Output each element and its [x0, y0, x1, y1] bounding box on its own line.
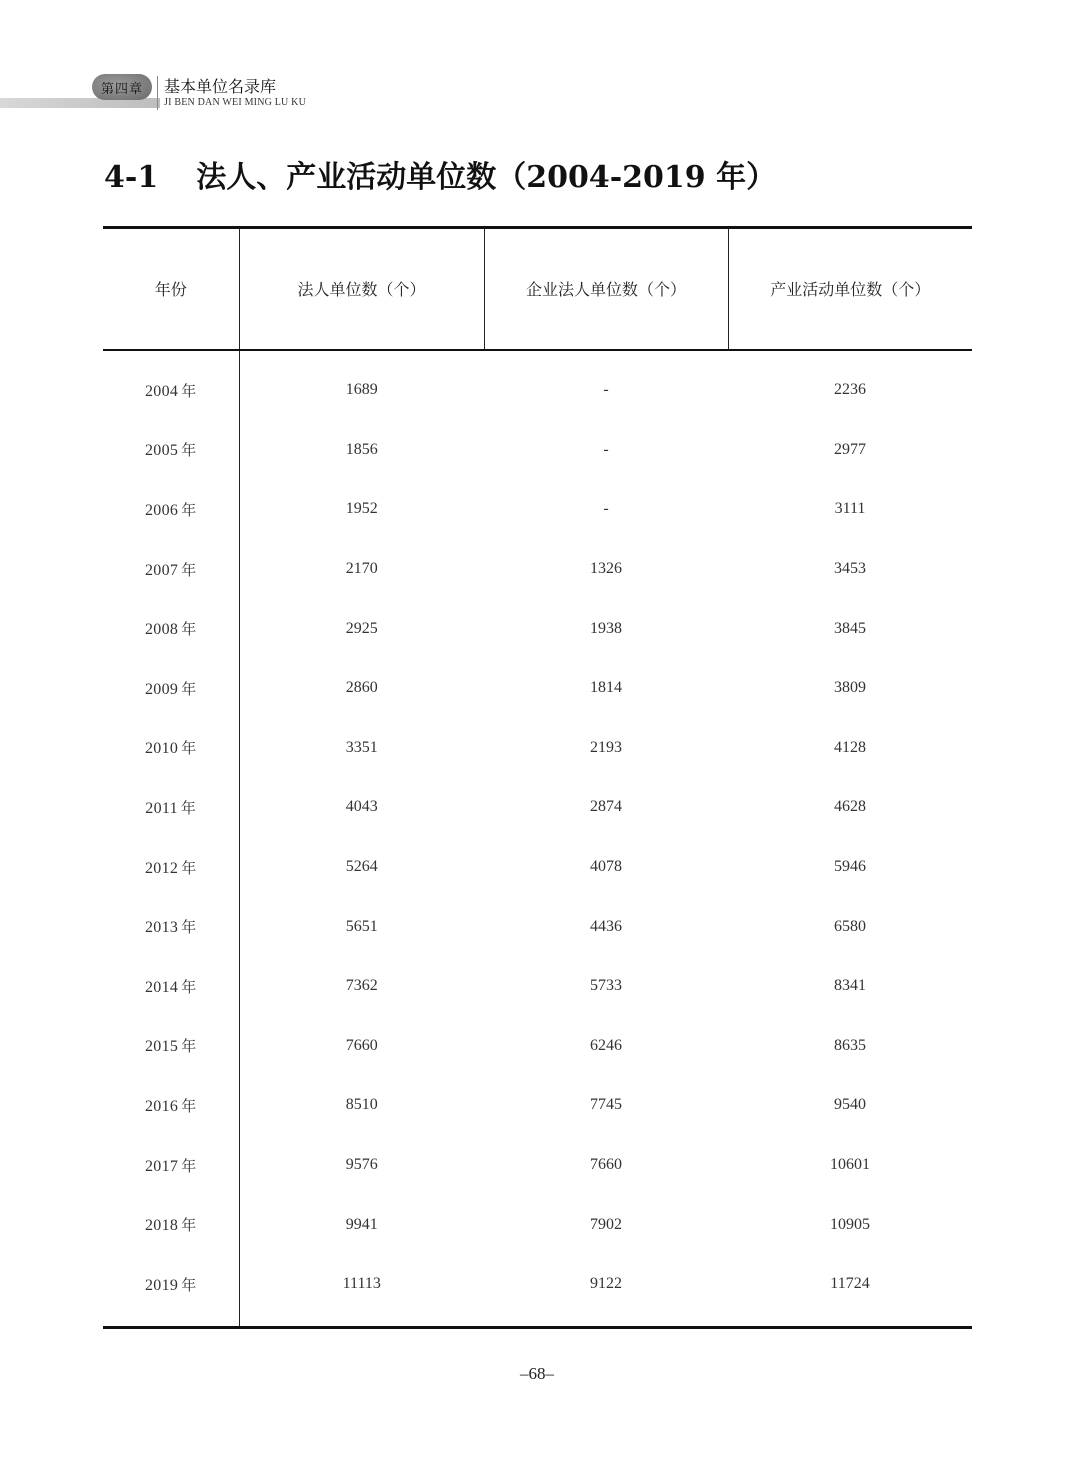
year-suffix: 年	[181, 739, 197, 758]
cell-year	[103, 837, 239, 897]
year-value: 2016	[144, 1097, 179, 1115]
year-suffix: 年	[181, 1096, 197, 1115]
cell-activity-units: 3845	[834, 619, 866, 637]
year-value: 2014	[144, 978, 179, 996]
cell-legal-units: 3351	[345, 738, 378, 756]
year-value: 2018	[144, 1217, 179, 1235]
header-title: 基本单位名录库	[164, 77, 277, 96]
cell-enterprise-units: 6246	[590, 1036, 622, 1054]
cell-year	[103, 1135, 239, 1195]
table-row	[103, 480, 972, 540]
table-row	[103, 1254, 972, 1327]
cell-legal-units: 2170	[345, 560, 378, 578]
year-suffix: 年	[181, 620, 197, 639]
year-value: 2011	[145, 799, 178, 817]
cell-year	[103, 539, 239, 599]
year-value: 2009	[144, 680, 179, 698]
cell-enterprise-units: 2193	[590, 738, 622, 756]
page-number: –68–	[520, 1364, 554, 1383]
year-suffix: 年	[181, 1216, 197, 1235]
cell-year	[103, 1195, 239, 1255]
year-value: 2005	[144, 442, 179, 460]
table-number: 4-1	[104, 160, 159, 195]
cell-activity-units: 9540	[834, 1096, 866, 1114]
cell-activity-units: 2236	[834, 381, 866, 399]
cell-enterprise-units: 1938	[590, 619, 622, 637]
cell-year	[103, 718, 239, 778]
data-table	[103, 226, 972, 1329]
year-value: 2004	[144, 382, 179, 400]
year-value: 2015	[144, 1038, 179, 1056]
year-value: 2012	[144, 859, 179, 877]
cell-enterprise-units: 2874	[590, 798, 622, 816]
year-value: 2008	[144, 621, 179, 639]
cell-activity-units: 10905	[830, 1215, 870, 1233]
chapter-badge-label: 第四章	[100, 81, 143, 97]
column-header-legal-units: 法人单位数（个）	[239, 228, 484, 350]
year-value: 2007	[144, 561, 179, 579]
cell-legal-units: 7362	[345, 977, 378, 995]
cell-legal-units: 11113	[239, 1254, 484, 1327]
header-divider	[157, 76, 158, 110]
table-row	[103, 658, 972, 718]
table-row	[103, 778, 972, 838]
year-value: 2006	[144, 501, 179, 519]
cell-activity-units: 10601	[830, 1156, 870, 1174]
year-suffix: 年	[181, 1156, 197, 1175]
table-row	[103, 1016, 972, 1076]
cell-legal-units: 1689	[345, 381, 378, 399]
chapter-badge	[92, 74, 152, 100]
cell-legal-units: 5651	[345, 917, 378, 935]
cell-enterprise-units: 9122	[484, 1254, 728, 1327]
page-title	[104, 152, 776, 196]
year-suffix: 年	[181, 679, 197, 698]
cell-enterprise-units: -	[603, 440, 609, 458]
table-row	[103, 539, 972, 599]
cell-year	[103, 658, 239, 718]
cell-enterprise-units: 4436	[590, 917, 622, 935]
cell-enterprise-units: 7902	[590, 1215, 622, 1233]
cell-enterprise-units: -	[603, 500, 609, 518]
year-suffix: 年	[180, 798, 197, 817]
cell-activity-units: 4128	[834, 738, 866, 756]
cell-year	[103, 956, 239, 1016]
cell-year	[103, 778, 239, 838]
year-suffix: 年	[181, 918, 197, 937]
cell-enterprise-units: 1326	[590, 560, 622, 578]
year-suffix: 年	[181, 1037, 197, 1056]
cell-enterprise-units: 1814	[590, 679, 622, 697]
cell-year	[103, 1076, 239, 1136]
cell-legal-units: 1952	[345, 500, 378, 518]
year-suffix: 年	[181, 1275, 197, 1294]
cell-year	[103, 599, 239, 659]
table-row	[103, 956, 972, 1016]
cell-enterprise-units: 7660	[590, 1156, 622, 1174]
cell-legal-units: 9941	[345, 1215, 378, 1233]
cell-legal-units: 8510	[345, 1096, 378, 1114]
cell-activity-units: 2977	[834, 440, 866, 458]
cell-legal-units: 7660	[345, 1036, 378, 1054]
cell-legal-units: 1856	[345, 440, 378, 458]
table-row	[103, 718, 972, 778]
cell-year	[103, 897, 239, 957]
cell-activity-units: 3809	[834, 679, 866, 697]
cell-year	[103, 420, 239, 480]
cell-legal-units: 4043	[345, 798, 378, 816]
table-row	[103, 837, 972, 897]
cell-enterprise-units: 4078	[590, 858, 622, 876]
table-row	[103, 897, 972, 957]
table-header-row	[103, 228, 972, 350]
table-body	[103, 350, 972, 1328]
year-value: 2010	[144, 740, 179, 758]
table-row	[103, 599, 972, 659]
cell-activity-units: 4628	[834, 798, 866, 816]
cell-activity-units: 8635	[834, 1036, 866, 1054]
cell-activity-units: 8341	[834, 977, 866, 995]
table-row	[103, 1076, 972, 1136]
cell-activity-units: 5946	[834, 858, 866, 876]
cell-year	[103, 480, 239, 540]
year-suffix: 年	[181, 441, 197, 460]
cell-activity-units: 6580	[834, 917, 866, 935]
table-row	[103, 1195, 972, 1255]
cell-activity-units: 3111	[834, 500, 866, 518]
cell-legal-units: 5264	[345, 858, 378, 876]
year-value: 2013	[144, 919, 179, 937]
year-value: 2019	[144, 1276, 179, 1294]
year-suffix: 年	[181, 977, 197, 996]
column-header-activity-units: 产业活动单位数（个）	[728, 228, 972, 350]
header-subtitle: JI BEN DAN WEI MING LU KU	[164, 97, 307, 108]
year-suffix: 年	[181, 381, 197, 400]
column-header-year: 年份	[103, 228, 239, 350]
table-row	[103, 350, 972, 421]
cell-enterprise-units: -	[603, 381, 609, 399]
table-title: 法人、产业活动单位数（2004-2019 年）	[196, 160, 777, 195]
cell-year	[103, 1016, 239, 1076]
cell-legal-units: 2860	[345, 679, 378, 697]
table-row	[103, 420, 972, 480]
cell-activity-units: 3453	[834, 560, 866, 578]
table-row	[103, 1135, 972, 1195]
cell-year	[103, 350, 239, 421]
cell-activity-units: 11724	[728, 1254, 972, 1327]
cell-year	[103, 1254, 239, 1327]
cell-enterprise-units: 5733	[590, 977, 622, 995]
cell-legal-units: 2925	[345, 619, 378, 637]
cell-enterprise-units: 7745	[590, 1096, 622, 1114]
cell-legal-units: 9576	[345, 1156, 378, 1174]
year-value: 2017	[144, 1157, 179, 1175]
chapter-header	[0, 70, 340, 114]
year-suffix: 年	[181, 858, 197, 877]
year-suffix: 年	[181, 560, 197, 579]
column-header-enterprise-units: 企业法人单位数（个）	[484, 228, 728, 350]
year-suffix: 年	[181, 500, 197, 519]
